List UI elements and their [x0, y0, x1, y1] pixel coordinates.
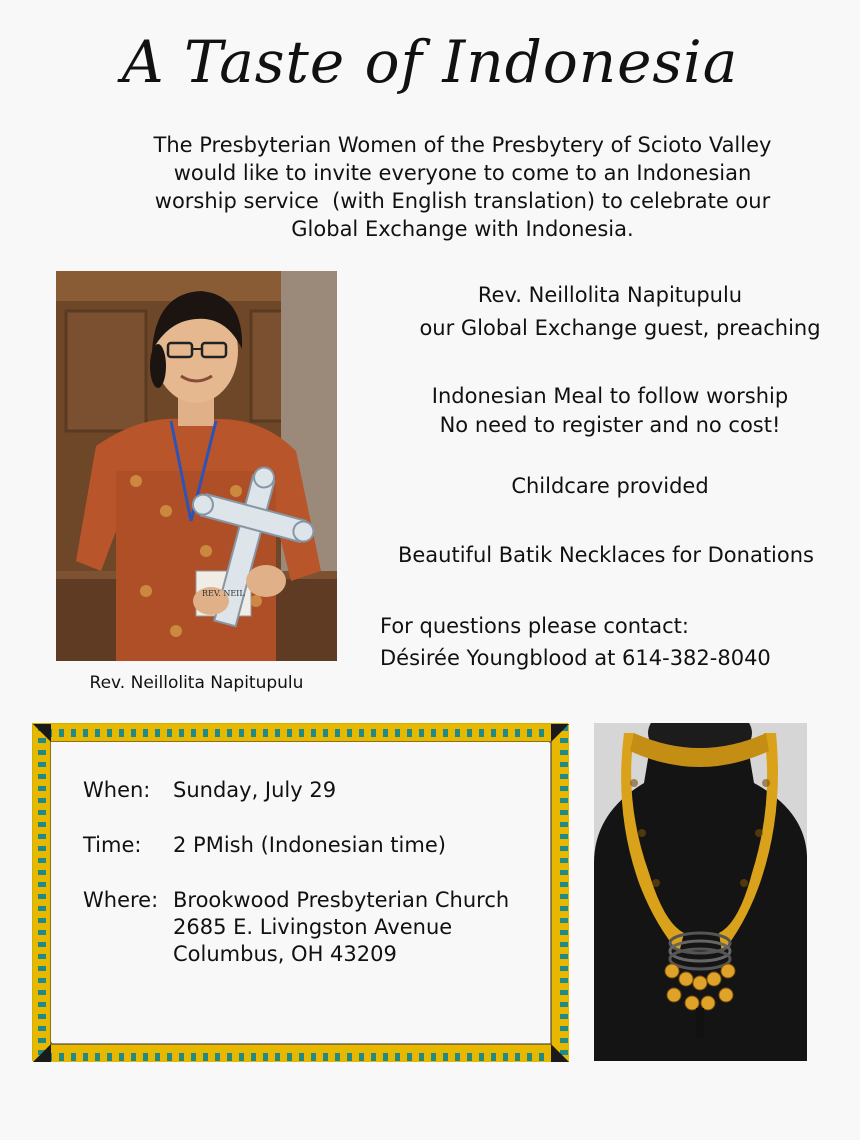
intro-paragraph — [110, 131, 815, 243]
time-value: 2 PMish (Indonesian time) — [173, 833, 446, 857]
where-line: 2685 E. Livingston Avenue — [173, 915, 453, 939]
guest-role: our Global Exchange guest, preaching — [419, 316, 821, 340]
intro-line: would like to invite everyone to come to an Indonesian — [173, 161, 752, 185]
necklace-info: Beautiful Batik Necklaces for Donations — [397, 543, 814, 567]
necklace-illustration — [594, 723, 807, 1061]
contact-prompt: For questions please contact: — [380, 614, 689, 638]
guest-photo-illustration — [56, 271, 337, 661]
where-label: Where: — [83, 888, 159, 912]
contact-person: Désirée Youngblood at 614-382-8040 — [380, 646, 771, 670]
intro-line: The Presbyterian Women of the Presbytery of Scioto Valley — [153, 133, 772, 157]
when-row — [83, 777, 336, 804]
time-row — [83, 832, 446, 859]
guest-name: Rev. Neillolita Napitupulu — [477, 283, 743, 307]
when-value: Sunday, July 29 — [173, 778, 337, 802]
childcare-info: Childcare provided — [511, 474, 709, 498]
intro-line: worship service (with English translation) to celebrate our — [154, 189, 771, 213]
necklace-photo — [594, 723, 807, 1061]
time-label: Time: — [83, 833, 142, 857]
badge-text: REV. NEIL — [202, 589, 245, 598]
event-info-content — [51, 742, 549, 1042]
where-line: Columbus, OH 43209 — [173, 942, 397, 966]
meal-line: Indonesian Meal to follow worship — [431, 384, 789, 408]
where-row — [83, 887, 509, 968]
meal-line: No need to register and no cost! — [439, 413, 781, 437]
where-line: Brookwood Presbyterian Church — [173, 888, 510, 912]
event-info-box — [32, 723, 568, 1061]
guest-info — [370, 280, 850, 346]
photo-caption: Rev. Neillolita Napitupulu — [89, 673, 304, 693]
intro-line: Global Exchange with Indonesia. — [291, 217, 634, 241]
when-label: When: — [83, 778, 151, 802]
flyer-title: A Taste of Indonesia — [121, 28, 739, 96]
contact-info — [380, 610, 771, 674]
meal-info — [370, 382, 850, 440]
guest-photo — [56, 271, 337, 661]
